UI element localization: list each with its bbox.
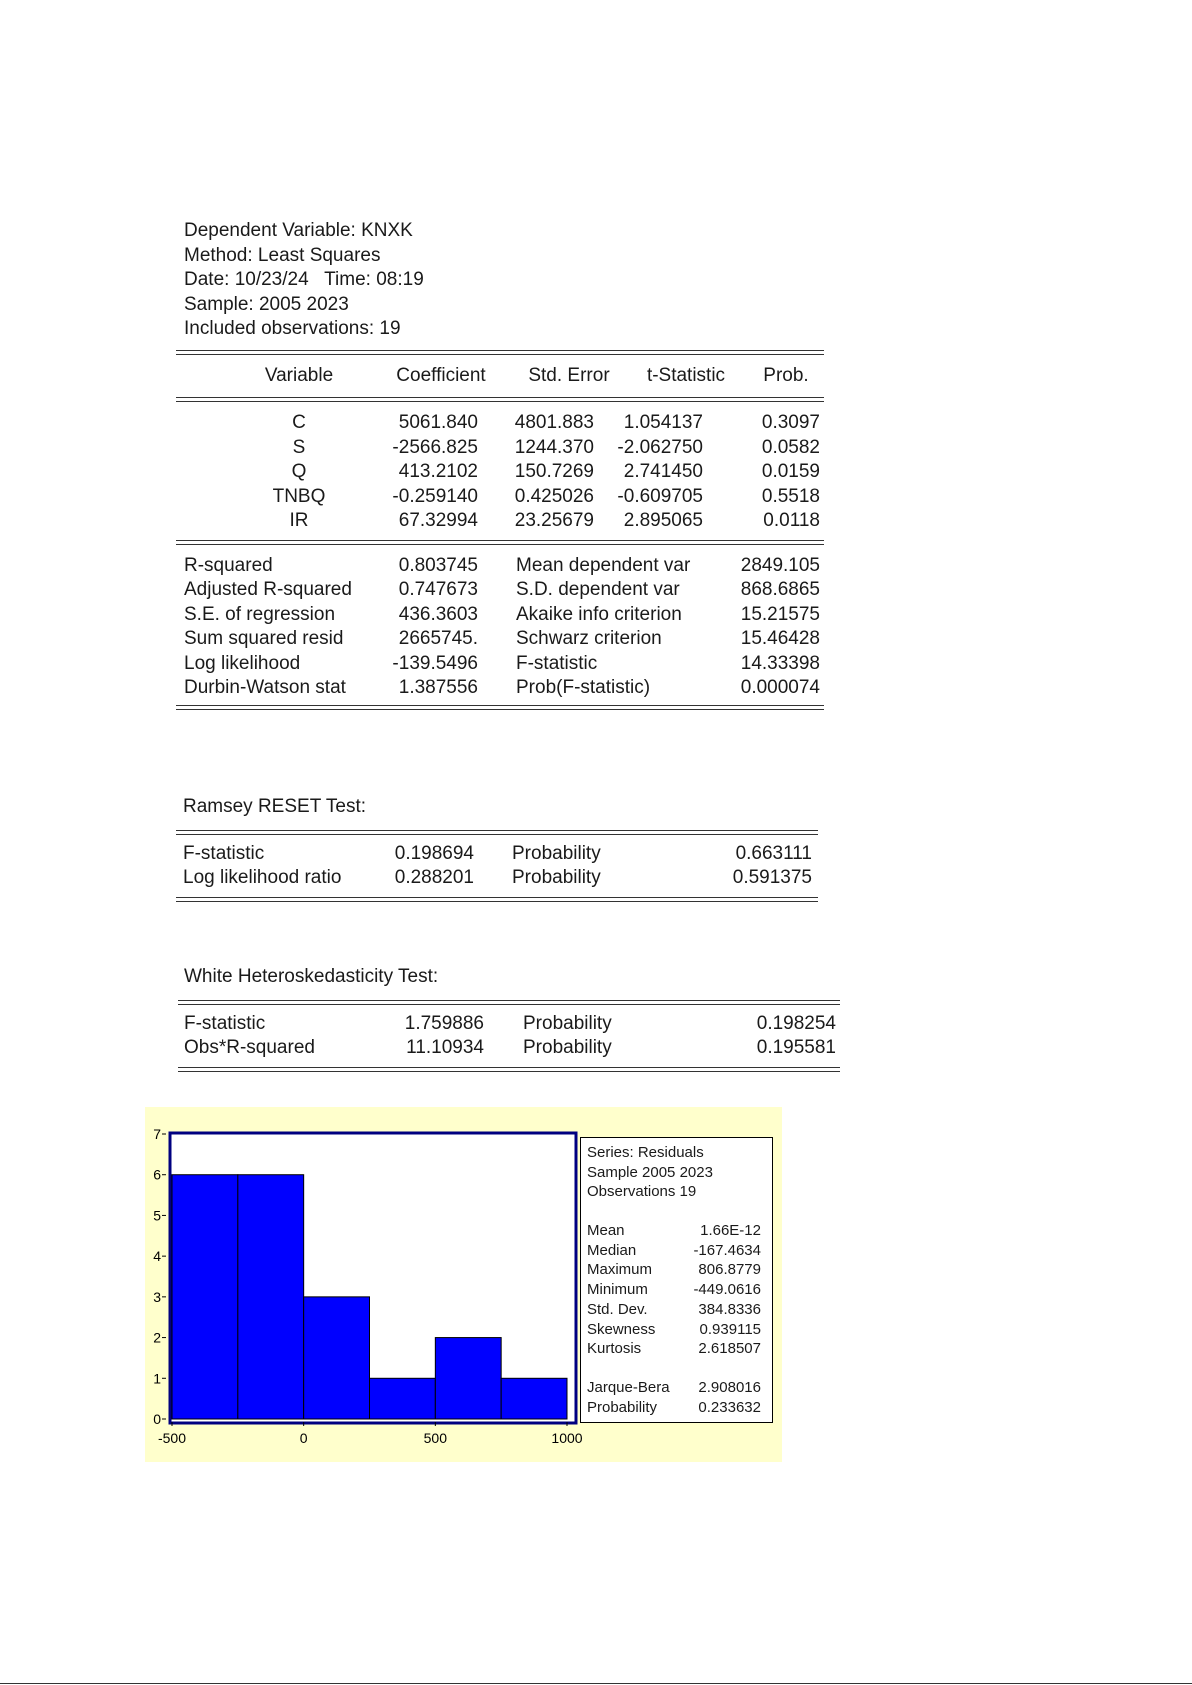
stat-label: Adjusted R-squared — [184, 579, 352, 600]
stat-label: S.E. of regression — [184, 603, 336, 625]
stats-label: Maximum — [587, 1261, 653, 1279]
ramsey-reset-section — [176, 795, 818, 902]
summary-row — [176, 627, 824, 652]
x-tick-label: 1000 — [551, 1430, 583, 1446]
histogram-bar — [370, 1378, 436, 1419]
stats-line — [581, 1280, 772, 1300]
coefficient-row — [176, 460, 824, 485]
std-error-value: 1244.370 — [514, 436, 594, 458]
coefficient-value: 413.2102 — [398, 461, 478, 482]
y-tick-label: 4 — [153, 1248, 161, 1265]
ramsey-row — [176, 866, 818, 891]
test-value: 0.288201 — [394, 867, 474, 888]
stat-label: Durbin-Watson stat — [184, 677, 346, 698]
x-tick-label: -500 — [157, 1430, 187, 1446]
stats-label: Mean — [587, 1222, 625, 1240]
stat-value: 2849.105 — [740, 554, 820, 576]
col-t-statistic: t-Statistic — [646, 365, 726, 386]
residual-stats-box — [580, 1137, 773, 1423]
stats-label: Median — [587, 1241, 637, 1259]
y-tick-label: 2 — [153, 1329, 161, 1346]
stats-line — [581, 1300, 772, 1320]
white-title: White Heteroskedasticity Test: — [184, 966, 439, 987]
y-tick-label: 6 — [153, 1166, 161, 1183]
stat-value: 868.6865 — [740, 579, 820, 600]
std-error-value: 4801.883 — [514, 412, 594, 433]
coefficient-value: 5061.840 — [398, 412, 478, 433]
regression-header — [184, 219, 424, 342]
stats-value: 806.8779 — [698, 1261, 761, 1279]
stats-value: 2.908016 — [698, 1378, 761, 1396]
test-value: 0.198254 — [756, 1012, 836, 1034]
test-label: Probability — [512, 842, 601, 864]
stat-label: S.D. dependent var — [516, 579, 680, 600]
histogram-bar — [172, 1175, 238, 1419]
summary-row — [176, 603, 824, 628]
variable-name: C — [292, 412, 306, 433]
stat-value: 14.33398 — [740, 652, 820, 674]
stats-observations: Observations 19 — [587, 1183, 697, 1201]
test-label: Probability — [523, 1037, 612, 1058]
test-value: 1.759886 — [404, 1012, 484, 1034]
stats-value: -167.4634 — [693, 1241, 761, 1259]
variable-name: TNBQ — [272, 485, 326, 507]
summary-row — [176, 652, 824, 677]
prob-value: 0.0159 — [761, 461, 820, 482]
summary-rows — [176, 554, 824, 701]
histogram-bar — [435, 1338, 501, 1419]
test-value: 0.663111 — [735, 842, 812, 864]
stats-items — [581, 1221, 772, 1359]
test-label: Obs*R-squared — [184, 1037, 315, 1058]
histogram-bar — [304, 1297, 370, 1419]
coefficient-row — [176, 411, 824, 436]
test-label: Probability — [512, 867, 601, 888]
stats-tests — [581, 1378, 772, 1417]
stat-label: R-squared — [184, 554, 273, 576]
prob-value: 0.0118 — [763, 510, 820, 531]
col-coefficient: Coefficient — [396, 365, 486, 386]
stats-label: Kurtosis — [587, 1340, 642, 1358]
ramsey-rows — [176, 842, 818, 891]
std-error-value: 150.7269 — [514, 461, 594, 482]
y-tick-label: 5 — [153, 1207, 161, 1224]
stat-label: Log likelihood — [184, 652, 301, 674]
test-value: 11.10934 — [406, 1037, 484, 1058]
stats-line — [581, 1378, 772, 1398]
y-tick-label: 3 — [153, 1288, 161, 1305]
stat-value: 15.21575 — [740, 603, 820, 625]
coefficient-table — [176, 350, 824, 710]
ramsey-row — [176, 842, 818, 867]
stat-label: F-statistic — [516, 652, 598, 674]
stat-value: -139.5496 — [392, 652, 478, 674]
summary-row — [176, 554, 824, 579]
summary-row — [176, 578, 824, 603]
stats-line — [581, 1260, 772, 1280]
stat-label: Prob(F-statistic) — [516, 677, 651, 698]
stats-line — [581, 1339, 772, 1359]
test-value: 0.198694 — [394, 842, 474, 864]
stat-label: Sum squared resid — [184, 628, 344, 649]
test-value: 0.195581 — [756, 1037, 836, 1058]
stats-value: 0.939115 — [699, 1320, 761, 1338]
test-label: Log likelihood ratio — [183, 867, 342, 888]
std-error-value: 23.25679 — [514, 510, 594, 531]
summary-row — [176, 676, 824, 701]
stats-value: -449.0616 — [693, 1281, 761, 1299]
col-prob: Prob. — [763, 365, 809, 386]
sample: Sample: 2005 2023 — [184, 293, 349, 315]
coefficient-row — [176, 436, 824, 461]
stats-value: 2.618507 — [698, 1340, 761, 1358]
stat-value: 15.46428 — [740, 628, 820, 649]
stats-value: 0.233632 — [698, 1398, 761, 1416]
histogram-bar — [501, 1378, 567, 1419]
residual-histogram-panel — [145, 1107, 782, 1462]
dependent-variable: Dependent Variable: KNXK — [184, 220, 413, 241]
t-statistic-value: -2.062750 — [617, 436, 703, 458]
coefficient-value: 67.32994 — [398, 510, 478, 531]
histogram-bar — [238, 1175, 304, 1419]
stats-label: Jarque-Bera — [587, 1378, 670, 1396]
white-row — [178, 1012, 840, 1037]
stats-label: Minimum — [587, 1281, 648, 1299]
col-variable: Variable — [264, 365, 334, 386]
stat-value: 0.000074 — [740, 677, 820, 698]
stats-value: 1.66E-12 — [700, 1222, 761, 1240]
date-time: Date: 10/23/24 Time: 08:19 — [184, 269, 424, 290]
variable-name: Q — [291, 461, 307, 482]
test-value: 0.591375 — [732, 867, 812, 888]
stats-value: 384.8336 — [698, 1300, 761, 1318]
stat-value: 436.3603 — [398, 603, 478, 625]
stats-line — [581, 1221, 772, 1241]
white-row — [178, 1036, 840, 1061]
stat-label: Schwarz criterion — [516, 628, 662, 649]
stat-label: Akaike info criterion — [516, 603, 682, 625]
variable-name: S — [292, 436, 306, 458]
divider — [176, 705, 824, 710]
stat-label: Mean dependent var — [516, 554, 691, 576]
stats-line — [581, 1398, 772, 1418]
stats-line — [581, 1320, 772, 1340]
white-rows — [178, 1012, 840, 1061]
included-observations: Included observations: 19 — [184, 318, 401, 339]
stat-value: 1.387556 — [398, 677, 478, 698]
x-tick-label: 500 — [423, 1430, 448, 1446]
test-label: F-statistic — [184, 1012, 266, 1034]
col-std-error: Std. Error — [528, 365, 610, 386]
coefficient-row — [176, 485, 824, 510]
t-statistic-value: 2.741450 — [623, 461, 703, 482]
method: Method: Least Squares — [184, 244, 381, 266]
ramsey-title: Ramsey RESET Test: — [183, 796, 367, 817]
coefficient-value: -0.259140 — [392, 485, 478, 507]
t-statistic-value: 2.895065 — [623, 510, 703, 531]
y-tick-label: 0 — [153, 1411, 161, 1427]
stats-series: Series: Residuals — [587, 1144, 704, 1161]
variable-name: IR — [289, 510, 309, 531]
prob-value: 0.3097 — [761, 412, 820, 433]
x-tick-label: 0 — [299, 1430, 308, 1446]
stats-label: Probability — [587, 1398, 658, 1416]
divider — [176, 897, 818, 902]
coefficient-rows — [176, 411, 824, 534]
stat-value: 0.803745 — [398, 554, 478, 576]
stats-line — [581, 1241, 772, 1261]
divider — [178, 1067, 840, 1072]
t-statistic-value: -0.609705 — [617, 485, 703, 507]
t-statistic-value: 1.054137 — [623, 412, 703, 433]
stats-label: Std. Dev. — [587, 1300, 648, 1318]
y-tick-label: 7 — [153, 1126, 161, 1142]
stats-label: Skewness — [587, 1320, 656, 1338]
test-label: Probability — [523, 1012, 612, 1034]
column-headers — [176, 355, 824, 397]
coefficient-row — [176, 509, 824, 534]
stat-value: 2665745. — [398, 628, 478, 649]
test-label: F-statistic — [183, 842, 265, 864]
white-test-section — [178, 965, 840, 1072]
stat-value: 0.747673 — [398, 579, 478, 600]
coefficient-value: -2566.825 — [392, 436, 478, 458]
stats-sample: Sample 2005 2023 — [587, 1163, 713, 1181]
page-bottom-rule — [0, 1683, 1192, 1684]
std-error-value: 0.425026 — [514, 485, 594, 507]
prob-value: 0.0582 — [761, 436, 820, 458]
prob-value: 0.5518 — [761, 485, 820, 507]
y-tick-label: 1 — [153, 1370, 161, 1387]
